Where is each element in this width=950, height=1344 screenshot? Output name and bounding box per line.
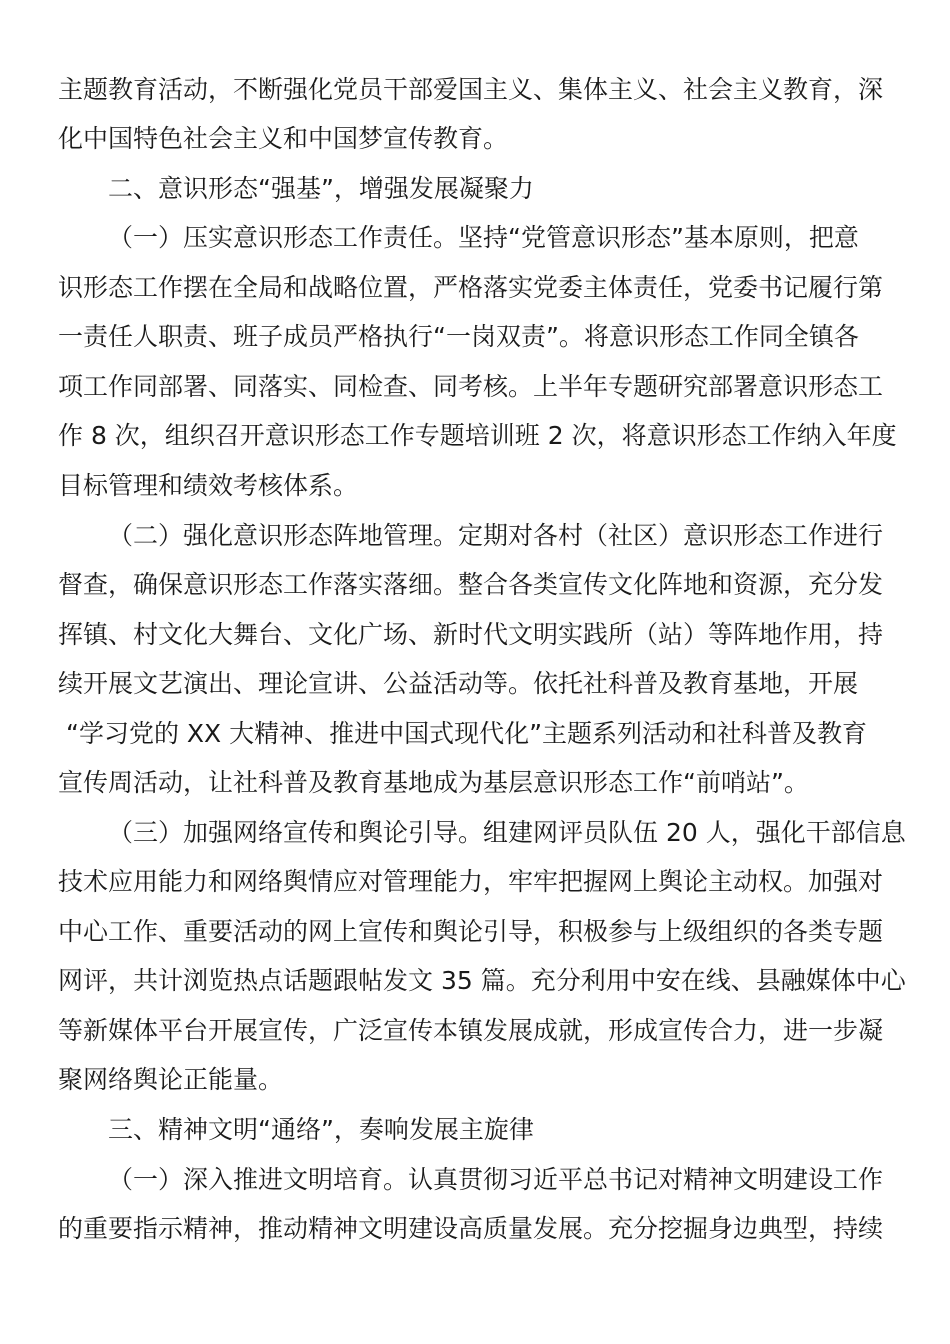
text-line: 项工作同部署、同落实、同检查、同考核。上半年专题研究部署意识形态工 (58, 372, 884, 401)
text-line: 中心工作、重要活动的网上宣传和舆论引导，积极参与上级组织的各类专题 (58, 917, 884, 946)
text-line: 一责任人职责、班子成员严格执行“一岗双责”。将意识形态工作同全镇各 (58, 322, 859, 351)
text-line: 网评，共计浏览热点话题跟帖发文 35 篇。充分利用中安在线、县融媒体中心 (58, 966, 906, 995)
paragraph-first-line: （二）强化意识形态阵地管理。定期对各村（社区）意识形态工作进行 (108, 521, 884, 550)
text-line: 督查，确保意识形态工作落实落细。整合各类宣传文化阵地和资源，充分发 (58, 570, 884, 599)
text-line: 主题教育活动，不断强化党员干部爱国主义、集体主义、社会主义教育，深 (58, 75, 884, 104)
text-line: 技术应用能力和网络舆情应对管理能力，牢牢把握网上舆论主动权。加强对 (58, 867, 884, 896)
text-line: 挥镇、村文化大舞台、文化广场、新时代文明实践所（站）等阵地作用，持 (58, 620, 884, 649)
text-line: 化中国特色社会主义和中国梦宣传教育。 (58, 124, 509, 153)
text-line: 续开展文艺演出、理论宣讲、公益活动等。依托社科普及教育基地，开展 (58, 669, 859, 698)
paragraph-first-line: （三）加强网络宣传和舆论引导。组建网评员队伍 20 人，强化干部信息 (108, 818, 906, 847)
text-line: 聚网络舆论正能量。 (58, 1065, 284, 1094)
text-line: 宣传周活动，让社科普及教育基地成为基层意识形态工作“前哨站”。 (58, 768, 809, 797)
paragraph-first-line: （一）压实意识形态工作责任。坚持“党管意识形态”基本原则，把意 (108, 223, 859, 252)
text-line: 等新媒体平台开展宣传，广泛宣传本镇发展成就，形成宣传合力，进一步凝 (58, 1016, 884, 1045)
text-line: 目标管理和绩效考核体系。 (58, 471, 359, 500)
text-line: 的重要指示精神，推动精神文明建设高质量发展。充分挖掘身边典型，持续 (58, 1214, 884, 1243)
paragraph-first-line: （一）深入推进文明培育。认真贯彻习近平总书记对精神文明建设工作 (108, 1165, 884, 1194)
text-line: 作 8 次，组织召开意识形态工作专题培训班 2 次，将意识形态工作纳入年度 (58, 421, 897, 450)
section-heading: 二、意识形态“强基”，增强发展凝聚力 (108, 174, 534, 203)
text-line: 识形态工作摆在全局和战略位置，严格落实党委主体责任，党委书记履行第 (58, 273, 884, 302)
section-heading: 三、精神文明“通络”，奏响发展主旋律 (108, 1115, 534, 1144)
text-line: “学习党的 XX 大精神、推进中国式现代化”主题系列活动和社科普及教育 (66, 719, 868, 748)
